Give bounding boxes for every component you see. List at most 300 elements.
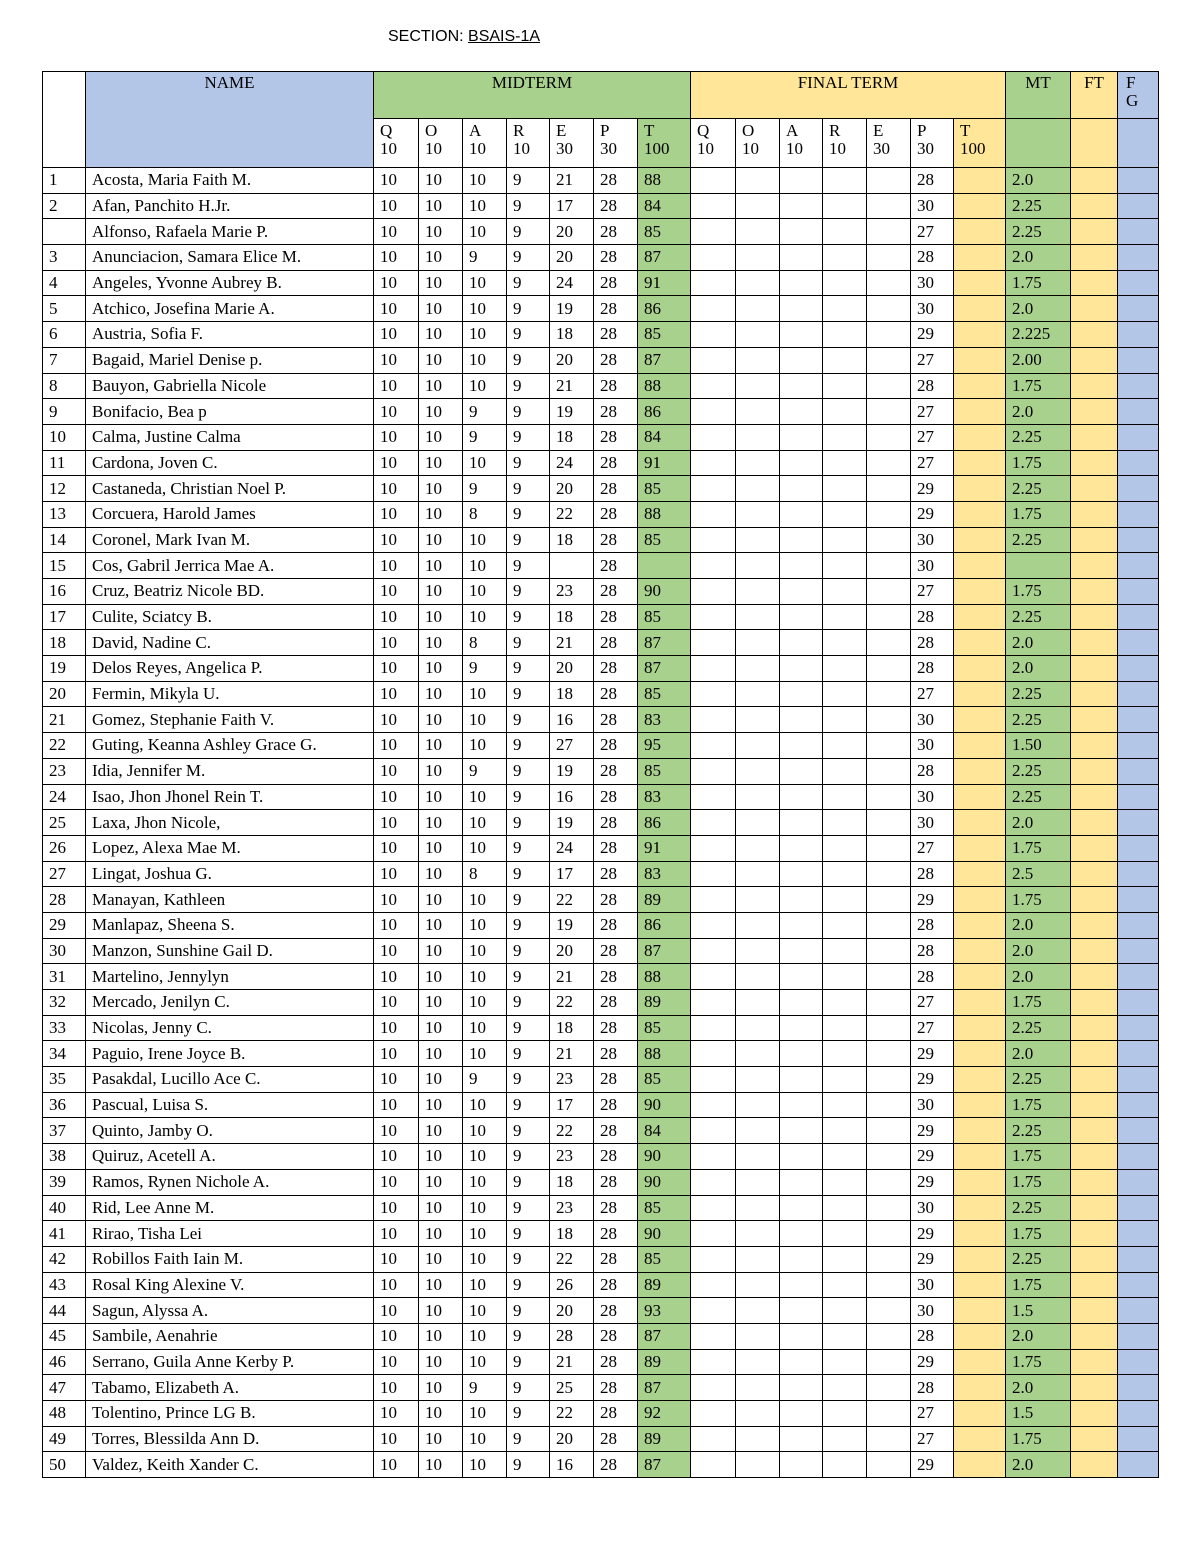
midterm-score: 10 xyxy=(419,964,463,990)
final-score xyxy=(780,1298,823,1324)
final-score xyxy=(691,990,736,1016)
final-grade xyxy=(1118,1452,1159,1478)
midterm-score: 9 xyxy=(507,1118,550,1144)
table-row xyxy=(43,604,1159,630)
midterm-score: 19 xyxy=(550,758,594,784)
midterm-score: 28 xyxy=(594,322,638,348)
final-grade xyxy=(1118,861,1159,887)
final-score xyxy=(780,1375,823,1401)
final-score xyxy=(867,1144,911,1170)
table-row xyxy=(43,630,1159,656)
final-score xyxy=(736,245,780,271)
student-name: Rid, Lee Anne M. xyxy=(86,1195,374,1221)
student-name: Rirao, Tisha Lei xyxy=(86,1221,374,1247)
mt-grade: 2.0 xyxy=(1006,938,1071,964)
final-score xyxy=(780,707,823,733)
midterm-score: 10 xyxy=(419,450,463,476)
student-name: Manayan, Kathleen xyxy=(86,887,374,913)
row-number: 7 xyxy=(43,347,86,373)
mt-grade: 1.75 xyxy=(1006,579,1071,605)
midterm-score: 10 xyxy=(374,938,419,964)
final-total xyxy=(954,630,1006,656)
final-score xyxy=(736,219,780,245)
mt-grade: 1.75 xyxy=(1006,1349,1071,1375)
table-row xyxy=(43,527,1159,553)
mt-grade: 2.0 xyxy=(1006,399,1071,425)
mt-grade xyxy=(1006,553,1071,579)
final-grade xyxy=(1118,1426,1159,1452)
final-score xyxy=(823,1272,867,1298)
criterion-max: 10 xyxy=(742,139,759,158)
section-value: BSAIS-1A xyxy=(468,28,541,45)
mt-grade: 2.25 xyxy=(1006,1118,1071,1144)
midterm-score: 9 xyxy=(463,399,507,425)
midterm-score: 9 xyxy=(463,1375,507,1401)
midterm-score: 27 xyxy=(550,733,594,759)
row-number: 33 xyxy=(43,1015,86,1041)
final-p-score: 27 xyxy=(911,579,954,605)
final-score xyxy=(867,373,911,399)
student-name: Culite, Sciatcy B. xyxy=(86,604,374,630)
final-total xyxy=(954,1323,1006,1349)
midterm-score: 21 xyxy=(550,1349,594,1375)
final-p-score: 30 xyxy=(911,270,954,296)
final-p-score: 29 xyxy=(911,1221,954,1247)
final-score xyxy=(780,1092,823,1118)
final-score xyxy=(823,553,867,579)
midterm-score: 9 xyxy=(507,1246,550,1272)
midterm-score: 8 xyxy=(463,630,507,656)
midterm-score: 9 xyxy=(507,527,550,553)
midterm-total: 85 xyxy=(638,604,691,630)
final-p-score: 29 xyxy=(911,1041,954,1067)
midterm-score: 10 xyxy=(374,1375,419,1401)
mid-criterion-header xyxy=(507,119,550,168)
midterm-score: 10 xyxy=(419,579,463,605)
midterm-score: 10 xyxy=(374,450,419,476)
final-p-score: 27 xyxy=(911,990,954,1016)
midterm-total: 87 xyxy=(638,1452,691,1478)
final-grade xyxy=(1118,1221,1159,1247)
section-heading xyxy=(388,28,540,46)
mt-grade: 2.25 xyxy=(1006,1246,1071,1272)
final-score xyxy=(736,168,780,194)
final-score xyxy=(867,1349,911,1375)
row-number: 27 xyxy=(43,861,86,887)
midterm-score: 19 xyxy=(550,810,594,836)
midterm-total: 85 xyxy=(638,1195,691,1221)
final-score xyxy=(736,1246,780,1272)
final-score xyxy=(691,1246,736,1272)
table-row xyxy=(43,784,1159,810)
midterm-score: 21 xyxy=(550,1041,594,1067)
ft-grade xyxy=(1071,733,1118,759)
final-total xyxy=(954,784,1006,810)
final-score xyxy=(736,887,780,913)
student-name: Torres, Blessilda Ann D. xyxy=(86,1426,374,1452)
midterm-score: 10 xyxy=(419,758,463,784)
midterm-total: 90 xyxy=(638,1221,691,1247)
mt-grade: 2.0 xyxy=(1006,656,1071,682)
midterm-score: 22 xyxy=(550,887,594,913)
final-score xyxy=(823,347,867,373)
mt-grade: 2.00 xyxy=(1006,347,1071,373)
final-grade xyxy=(1118,1349,1159,1375)
ft-grade xyxy=(1071,990,1118,1016)
table-row xyxy=(43,245,1159,271)
final-grade xyxy=(1118,296,1159,322)
final-score xyxy=(823,733,867,759)
midterm-score: 9 xyxy=(507,501,550,527)
midterm-score: 18 xyxy=(550,1221,594,1247)
final-p-score: 27 xyxy=(911,399,954,425)
final-grade xyxy=(1118,579,1159,605)
midterm-score: 10 xyxy=(374,1272,419,1298)
table-row xyxy=(43,758,1159,784)
final-score xyxy=(867,964,911,990)
final-score xyxy=(691,604,736,630)
table-row xyxy=(43,912,1159,938)
ft-grade xyxy=(1071,270,1118,296)
ft-grade xyxy=(1071,399,1118,425)
mt-grade: 2.0 xyxy=(1006,296,1071,322)
final-score xyxy=(823,681,867,707)
row-number: 31 xyxy=(43,964,86,990)
table-row xyxy=(43,656,1159,682)
student-name: Isao, Jhon Jhonel Rein T. xyxy=(86,784,374,810)
final-score xyxy=(780,1144,823,1170)
final-score xyxy=(736,835,780,861)
midterm-score: 10 xyxy=(374,245,419,271)
table-row xyxy=(43,296,1159,322)
mt-grade: 1.50 xyxy=(1006,733,1071,759)
final-p-score: 28 xyxy=(911,656,954,682)
final-p-score: 30 xyxy=(911,784,954,810)
midterm-total: 86 xyxy=(638,912,691,938)
final-score xyxy=(867,322,911,348)
table-row xyxy=(43,1041,1159,1067)
row-number: 32 xyxy=(43,990,86,1016)
mt-grade: 1.75 xyxy=(1006,1221,1071,1247)
ft-grade xyxy=(1071,1272,1118,1298)
midterm-score: 10 xyxy=(374,604,419,630)
midterm-score: 16 xyxy=(550,1452,594,1478)
table-row xyxy=(43,1195,1159,1221)
midterm-score: 10 xyxy=(463,450,507,476)
midterm-score: 18 xyxy=(550,1015,594,1041)
mt-grade: 2.25 xyxy=(1006,527,1071,553)
midterm-score: 10 xyxy=(374,861,419,887)
final-score xyxy=(823,1092,867,1118)
midterm-score: 10 xyxy=(374,964,419,990)
midterm-score: 10 xyxy=(419,373,463,399)
midterm-score: 28 xyxy=(594,1118,638,1144)
ft-grade xyxy=(1071,758,1118,784)
midterm-score: 10 xyxy=(419,1272,463,1298)
final-score xyxy=(823,1118,867,1144)
mt-grade: 1.75 xyxy=(1006,887,1071,913)
final-score xyxy=(780,656,823,682)
ft-grade xyxy=(1071,1118,1118,1144)
ft-grade xyxy=(1071,296,1118,322)
final-term-header: FINAL TERM xyxy=(691,72,1006,119)
midterm-score: 9 xyxy=(507,1041,550,1067)
final-criterion-header xyxy=(780,119,823,168)
final-score xyxy=(691,1144,736,1170)
final-p-score: 28 xyxy=(911,168,954,194)
midterm-score: 10 xyxy=(419,399,463,425)
final-score xyxy=(780,527,823,553)
midterm-score: 10 xyxy=(463,887,507,913)
final-p-score: 28 xyxy=(911,938,954,964)
final-total xyxy=(954,553,1006,579)
midterm-score: 10 xyxy=(374,219,419,245)
row-number: 15 xyxy=(43,553,86,579)
final-p-score: 28 xyxy=(911,861,954,887)
final-score xyxy=(780,1221,823,1247)
midterm-score: 10 xyxy=(419,912,463,938)
student-name: Ramos, Rynen Nichole A. xyxy=(86,1169,374,1195)
mt-grade: 2.25 xyxy=(1006,681,1071,707)
final-score xyxy=(823,1221,867,1247)
mt-grade: 2.25 xyxy=(1006,219,1071,245)
midterm-total: 90 xyxy=(638,1092,691,1118)
midterm-score: 10 xyxy=(419,1426,463,1452)
midterm-score: 28 xyxy=(594,193,638,219)
final-grade xyxy=(1118,630,1159,656)
midterm-score: 10 xyxy=(374,990,419,1016)
final-score xyxy=(736,990,780,1016)
row-number: 29 xyxy=(43,912,86,938)
table-row xyxy=(43,219,1159,245)
midterm-score: 28 xyxy=(594,810,638,836)
midterm-score: 10 xyxy=(374,347,419,373)
final-score xyxy=(867,1067,911,1093)
table-row xyxy=(43,1349,1159,1375)
midterm-score: 10 xyxy=(463,784,507,810)
midterm-score: 28 xyxy=(594,1144,638,1170)
midterm-total: 86 xyxy=(638,399,691,425)
criterion-max: 100 xyxy=(644,139,670,158)
midterm-score: 10 xyxy=(374,1195,419,1221)
final-total xyxy=(954,1298,1006,1324)
midterm-total: 90 xyxy=(638,1144,691,1170)
midterm-total: 91 xyxy=(638,450,691,476)
final-score xyxy=(736,270,780,296)
table-row xyxy=(43,1401,1159,1427)
final-score xyxy=(780,990,823,1016)
final-grade xyxy=(1118,990,1159,1016)
ft-header: FT xyxy=(1071,72,1118,119)
final-p-score: 28 xyxy=(911,373,954,399)
midterm-score: 24 xyxy=(550,450,594,476)
final-total xyxy=(954,681,1006,707)
final-score xyxy=(780,912,823,938)
final-score xyxy=(780,553,823,579)
midterm-score: 10 xyxy=(463,270,507,296)
final-score xyxy=(780,938,823,964)
final-score xyxy=(867,604,911,630)
midterm-score: 9 xyxy=(507,758,550,784)
table-row xyxy=(43,1067,1159,1093)
ft-grade xyxy=(1071,219,1118,245)
final-score xyxy=(691,527,736,553)
final-score xyxy=(691,964,736,990)
final-grade xyxy=(1118,733,1159,759)
final-score xyxy=(823,1067,867,1093)
final-score xyxy=(823,1323,867,1349)
criterion-letter: R xyxy=(829,121,841,140)
final-score xyxy=(691,270,736,296)
midterm-score: 10 xyxy=(419,990,463,1016)
midterm-score: 10 xyxy=(419,733,463,759)
final-score xyxy=(691,322,736,348)
midterm-score: 22 xyxy=(550,1246,594,1272)
midterm-score: 10 xyxy=(374,1452,419,1478)
student-name: Coronel, Mark Ivan M. xyxy=(86,527,374,553)
final-score xyxy=(691,810,736,836)
student-name: Mercado, Jenilyn C. xyxy=(86,990,374,1016)
final-total xyxy=(954,1041,1006,1067)
ft-grade xyxy=(1071,656,1118,682)
midterm-score: 10 xyxy=(374,835,419,861)
final-score xyxy=(823,938,867,964)
final-grade xyxy=(1118,424,1159,450)
mt-grade: 1.5 xyxy=(1006,1401,1071,1427)
mt-grade: 2.0 xyxy=(1006,964,1071,990)
final-score xyxy=(780,450,823,476)
final-grade xyxy=(1118,168,1159,194)
final-total xyxy=(954,450,1006,476)
final-score xyxy=(867,501,911,527)
midterm-score: 10 xyxy=(419,630,463,656)
midterm-score: 18 xyxy=(550,604,594,630)
midterm-score: 10 xyxy=(463,1349,507,1375)
midterm-score: 10 xyxy=(463,681,507,707)
final-score xyxy=(867,193,911,219)
final-score xyxy=(691,835,736,861)
row-number-header xyxy=(43,72,86,168)
final-score xyxy=(691,1015,736,1041)
final-score xyxy=(736,733,780,759)
final-score xyxy=(867,1375,911,1401)
student-name: Valdez, Keith Xander C. xyxy=(86,1452,374,1478)
ft-grade xyxy=(1071,630,1118,656)
midterm-score: 9 xyxy=(507,1092,550,1118)
midterm-score: 10 xyxy=(463,1323,507,1349)
final-score xyxy=(780,270,823,296)
final-score xyxy=(780,1041,823,1067)
table-row xyxy=(43,270,1159,296)
final-p-score: 27 xyxy=(911,681,954,707)
final-p-score: 29 xyxy=(911,322,954,348)
midterm-score: 10 xyxy=(463,733,507,759)
table-row xyxy=(43,1144,1159,1170)
final-score xyxy=(691,1067,736,1093)
final-grade xyxy=(1118,219,1159,245)
midterm-score: 10 xyxy=(419,1298,463,1324)
midterm-total: 87 xyxy=(638,938,691,964)
final-score xyxy=(780,1426,823,1452)
midterm-score: 10 xyxy=(374,887,419,913)
midterm-score: 26 xyxy=(550,1272,594,1298)
fg-header xyxy=(1118,72,1159,119)
midterm-total: 90 xyxy=(638,1169,691,1195)
midterm-total: 88 xyxy=(638,501,691,527)
mt-grade: 2.25 xyxy=(1006,758,1071,784)
midterm-score: 10 xyxy=(419,1323,463,1349)
midterm-score: 9 xyxy=(507,887,550,913)
table-row xyxy=(43,168,1159,194)
midterm-score: 10 xyxy=(463,1272,507,1298)
table-row xyxy=(43,1426,1159,1452)
midterm-total: 84 xyxy=(638,424,691,450)
midterm-score: 9 xyxy=(507,219,550,245)
final-score xyxy=(736,758,780,784)
student-name: Guting, Keanna Ashley Grace G. xyxy=(86,733,374,759)
table-row xyxy=(43,193,1159,219)
criterion-max: 100 xyxy=(960,139,986,158)
ft-grade xyxy=(1071,450,1118,476)
midterm-score: 10 xyxy=(419,322,463,348)
final-total xyxy=(954,399,1006,425)
midterm-score: 28 xyxy=(594,861,638,887)
mt-grade: 1.75 xyxy=(1006,990,1071,1016)
midterm-score: 10 xyxy=(463,193,507,219)
midterm-score: 9 xyxy=(507,450,550,476)
mt-grade: 1.75 xyxy=(1006,1092,1071,1118)
midterm-score: 28 xyxy=(594,450,638,476)
final-score xyxy=(867,784,911,810)
ft-grade xyxy=(1071,1452,1118,1478)
criterion-max: 30 xyxy=(873,139,890,158)
midterm-score: 10 xyxy=(419,168,463,194)
midterm-score: 10 xyxy=(419,296,463,322)
final-score xyxy=(780,1246,823,1272)
final-score xyxy=(823,322,867,348)
final-score xyxy=(691,630,736,656)
final-score xyxy=(867,527,911,553)
midterm-score: 10 xyxy=(463,168,507,194)
final-score xyxy=(823,1195,867,1221)
midterm-score: 28 xyxy=(594,964,638,990)
student-name: Idia, Jennifer M. xyxy=(86,758,374,784)
final-score xyxy=(736,681,780,707)
mt-grade: 2.5 xyxy=(1006,861,1071,887)
final-score xyxy=(867,424,911,450)
final-total xyxy=(954,501,1006,527)
final-score xyxy=(823,835,867,861)
midterm-score: 16 xyxy=(550,784,594,810)
row-number: 1 xyxy=(43,168,86,194)
final-grade xyxy=(1118,835,1159,861)
final-score xyxy=(736,1298,780,1324)
final-total xyxy=(954,990,1006,1016)
ft-grade xyxy=(1071,1041,1118,1067)
table-row xyxy=(43,887,1159,913)
midterm-score: 28 xyxy=(594,399,638,425)
midterm-score: 10 xyxy=(419,1015,463,1041)
final-total xyxy=(954,1246,1006,1272)
midterm-score: 18 xyxy=(550,681,594,707)
final-grade xyxy=(1118,887,1159,913)
mt-grade: 2.0 xyxy=(1006,1452,1071,1478)
final-score xyxy=(691,1221,736,1247)
mid-criterion-header xyxy=(419,119,463,168)
row-number: 48 xyxy=(43,1401,86,1427)
final-score xyxy=(780,322,823,348)
midterm-score: 10 xyxy=(374,1246,419,1272)
